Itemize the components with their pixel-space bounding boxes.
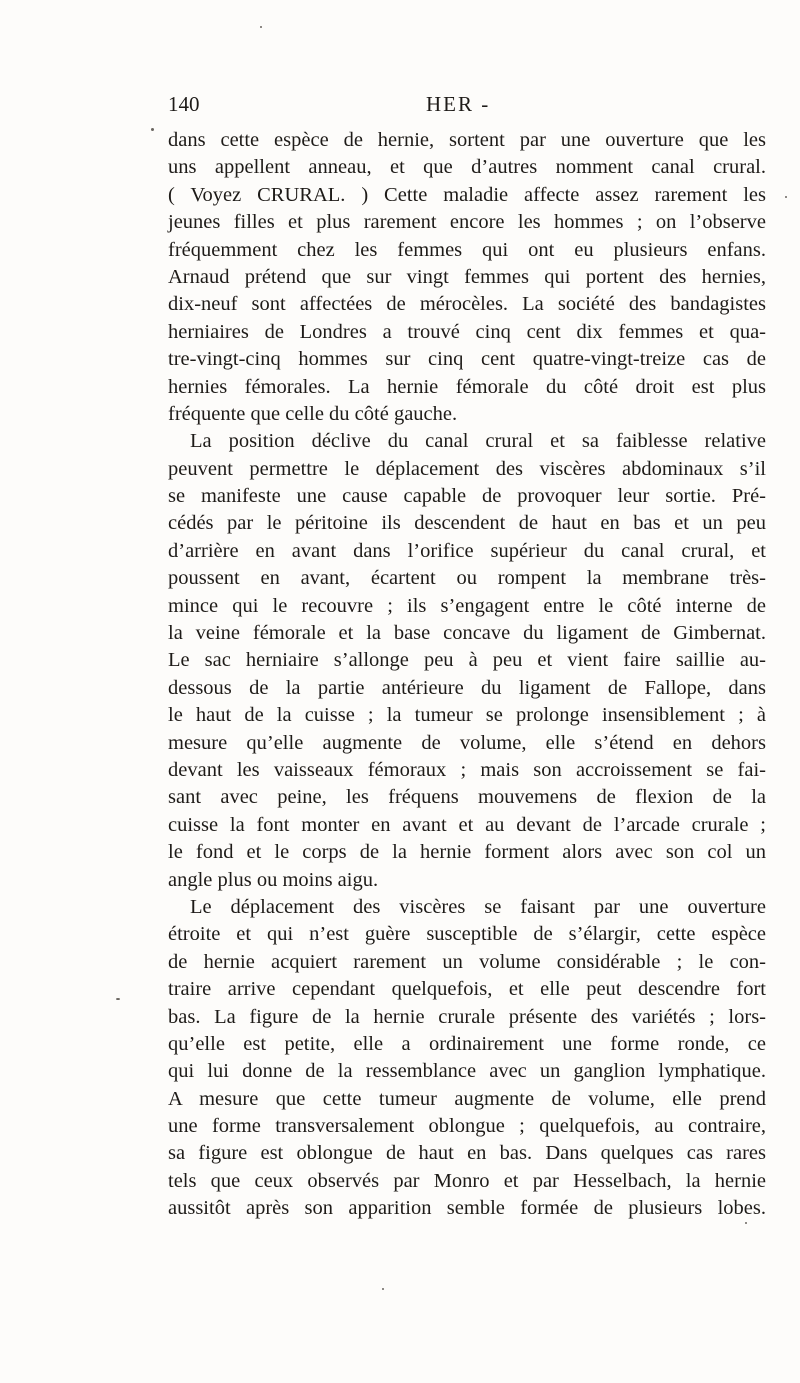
text-line: jeunes filles et plus rarement encore les hommes ; on l’observe — [168, 211, 766, 234]
text-line: tels que ceux observés par Monro et par Hesselbach, la hernie — [168, 1169, 766, 1192]
text-line: traire arrive cependant quelquefois, et elle peut descendre fort — [168, 978, 766, 1001]
text-line: Le sac herniaire s’allonge peu à peu et vient faire saillie au- — [168, 649, 766, 672]
text-line: qui lui donne de la ressemblance avec un ganglion lymphatique. — [168, 1060, 766, 1083]
text-line: mince qui le recouvre ; ils s’engagent entre le côté interne de — [168, 594, 766, 617]
text-line: mesure qu’elle augmente de volume, elle s’étend en dehors — [168, 731, 766, 754]
text-line: dans cette espèce de hernie, sortent par une ouverture que les — [168, 129, 766, 151]
text-line: se manifeste une cause capable de provoquer leur sortie. Pré- — [168, 485, 766, 508]
text-line: La position déclive du canal crural et sa faiblesse relative — [190, 430, 766, 453]
text-line: herniaires de Londres a trouvé cinq cent dix femmes et qua- — [168, 320, 766, 343]
text-line: d’arrière en avant dans l’orifice supérieur du canal crural, et — [168, 539, 766, 562]
text-line: uns appellent anneau, et que d’autres nomment canal crural. — [168, 156, 766, 179]
text-line: le fond et le corps de la hernie forment alors avec son col un — [168, 841, 766, 864]
text-line: A mesure que cette tumeur augmente de volume, elle prend — [168, 1087, 766, 1110]
text-line: Arnaud prétend que sur vingt femmes qui portent des hernies, — [168, 265, 766, 288]
running-head: HER - — [426, 92, 491, 116]
scan-speck — [745, 1222, 747, 1224]
text-line: devant les vaisseaux fémoraux ; mais son accroissement se fai- — [168, 758, 766, 781]
text-line: hernies fémorales. La hernie fémorale du côté droit est plus — [168, 375, 766, 398]
text-line: la veine fémorale et la base concave du ligament de Gimbernat. — [168, 622, 766, 645]
scan-speck — [785, 196, 787, 198]
paragraph-3 — [168, 894, 766, 1223]
text-line: aussitôt après son apparition semble formée de plusieurs lobes. — [168, 1197, 766, 1220]
text-line: dessous de la partie antérieure du ligament de Fallope, dans — [168, 676, 766, 699]
text-line: sa figure est oblongue de haut en bas. Dans quelques cas rares — [168, 1142, 766, 1165]
page-number: 140 — [168, 92, 200, 116]
text-line: cuisse la font monter en avant et au devant de l’arcade crurale ; — [168, 813, 766, 836]
paragraph-2 — [168, 428, 766, 894]
text-line: angle plus ou moins aigu. — [168, 868, 379, 891]
scan-speck — [151, 128, 154, 131]
text-line: fréquemment chez les femmes qui ont eu plusieurs enfans. — [168, 238, 766, 261]
text-line: Le déplacement des viscères se faisant par une ouverture — [190, 895, 766, 918]
text-line: dix-neuf sont affectées de mérocèles. La société des bandagistes — [168, 293, 766, 316]
text-line: fréquente que celle du côté gauche. — [168, 402, 458, 425]
text-line: le haut de la cuisse ; la tumeur se prolonge insensiblement ; à — [168, 704, 766, 727]
text-line: sant avec peine, les fréquens mouvemens de flexion de la — [168, 786, 766, 809]
page-header — [168, 92, 768, 124]
text-line: peuvent permettre le déplacement des viscères abdominaux s’il — [168, 457, 766, 480]
scan-speck — [382, 1288, 384, 1290]
text-line: qu’elle est petite, elle a ordinairement une forme ronde, ce — [168, 1032, 766, 1055]
body-text — [168, 127, 766, 1223]
text-line: ( Voyez CRURAL. ) Cette maladie affecte assez rarement les — [168, 183, 766, 206]
text-line: tre-vingt-cinq hommes sur cinq cent quatre-vingt-treize cas de — [168, 348, 766, 371]
text-line: bas. La figure de la hernie crurale présente des variétés ; lors- — [168, 1005, 766, 1028]
paragraph-1 — [168, 127, 766, 428]
scan-speck — [260, 26, 262, 28]
text-line: poussent en avant, écartent ou rompent la membrane très- — [168, 567, 766, 590]
scan-speck — [116, 998, 120, 1000]
text-line: de hernie acquiert rarement un volume considérable ; le con- — [168, 950, 766, 973]
text-line: cédés par le péritoine ils descendent de haut en bas et un peu — [168, 512, 766, 535]
text-line: étroite et qui n’est guère susceptible de s’élargir, cette espèce — [168, 923, 766, 946]
text-line: une forme transversalement oblongue ; quelquefois, au contraire, — [168, 1115, 766, 1138]
